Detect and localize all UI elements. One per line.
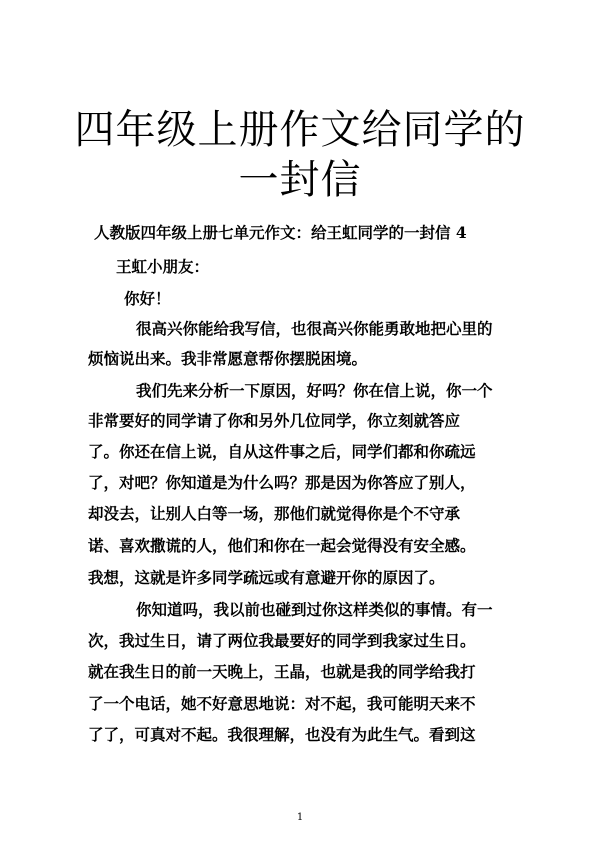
body-line: 了，对吧？你知道是为什么吗？那是因为你答应了别人， [88, 473, 476, 492]
body-line: 我们先来分析一下原因，好吗？你在信上说，你一个 [136, 381, 493, 400]
document-subtitle: 人教版四年级上册七单元作文：给王虹同学的一封信 4 [94, 223, 467, 242]
body-line: 了了，可真对不起。我很理解，也没有为此生气。看到这 [88, 725, 476, 744]
body-line: 次，我过生日，请了两位我最要好的同学到我家过生日。 [88, 631, 476, 650]
body-line: 诺、喜欢撒谎的人，他们和你在一起会觉得没有安全感。 [88, 536, 476, 555]
letter-salutation: 王虹小朋友： [116, 257, 210, 276]
body-line: 就在我生日的前一天晚上，王晶，也就是我的同学给我打 [88, 662, 476, 681]
body-line: 却没去，让别人白等一场，那他们就觉得你是个不守承 [88, 504, 461, 523]
body-line: 了一个电话，她不好意思地说：对不起，我可能明天来不 [88, 694, 476, 713]
letter-greeting: 你好！ [124, 289, 171, 308]
page-number: 1 [296, 812, 304, 823]
body-line: 我想，这就是许多同学疏远或有意避开你的原因了。 [88, 568, 445, 587]
body-line: 烦恼说出来。我非常愿意帮你摆脱困境。 [88, 349, 368, 368]
body-line: 了。你还在信上说，自从这件事之后，同学们都和你疏远 [88, 442, 476, 461]
body-line: 非常要好的同学请了你和另外几位同学，你立刻就答应 [88, 411, 461, 430]
document-title-line-1: 四年级上册作文给同学的 [74, 107, 526, 153]
body-line: 很高兴你能给我写信，也很高兴你能勇敢地把心里的 [136, 319, 493, 338]
document-title-line-2: 一封信 [238, 157, 362, 203]
body-line: 你知道吗，我以前也碰到过你这样类似的事情。有一 [136, 600, 493, 619]
